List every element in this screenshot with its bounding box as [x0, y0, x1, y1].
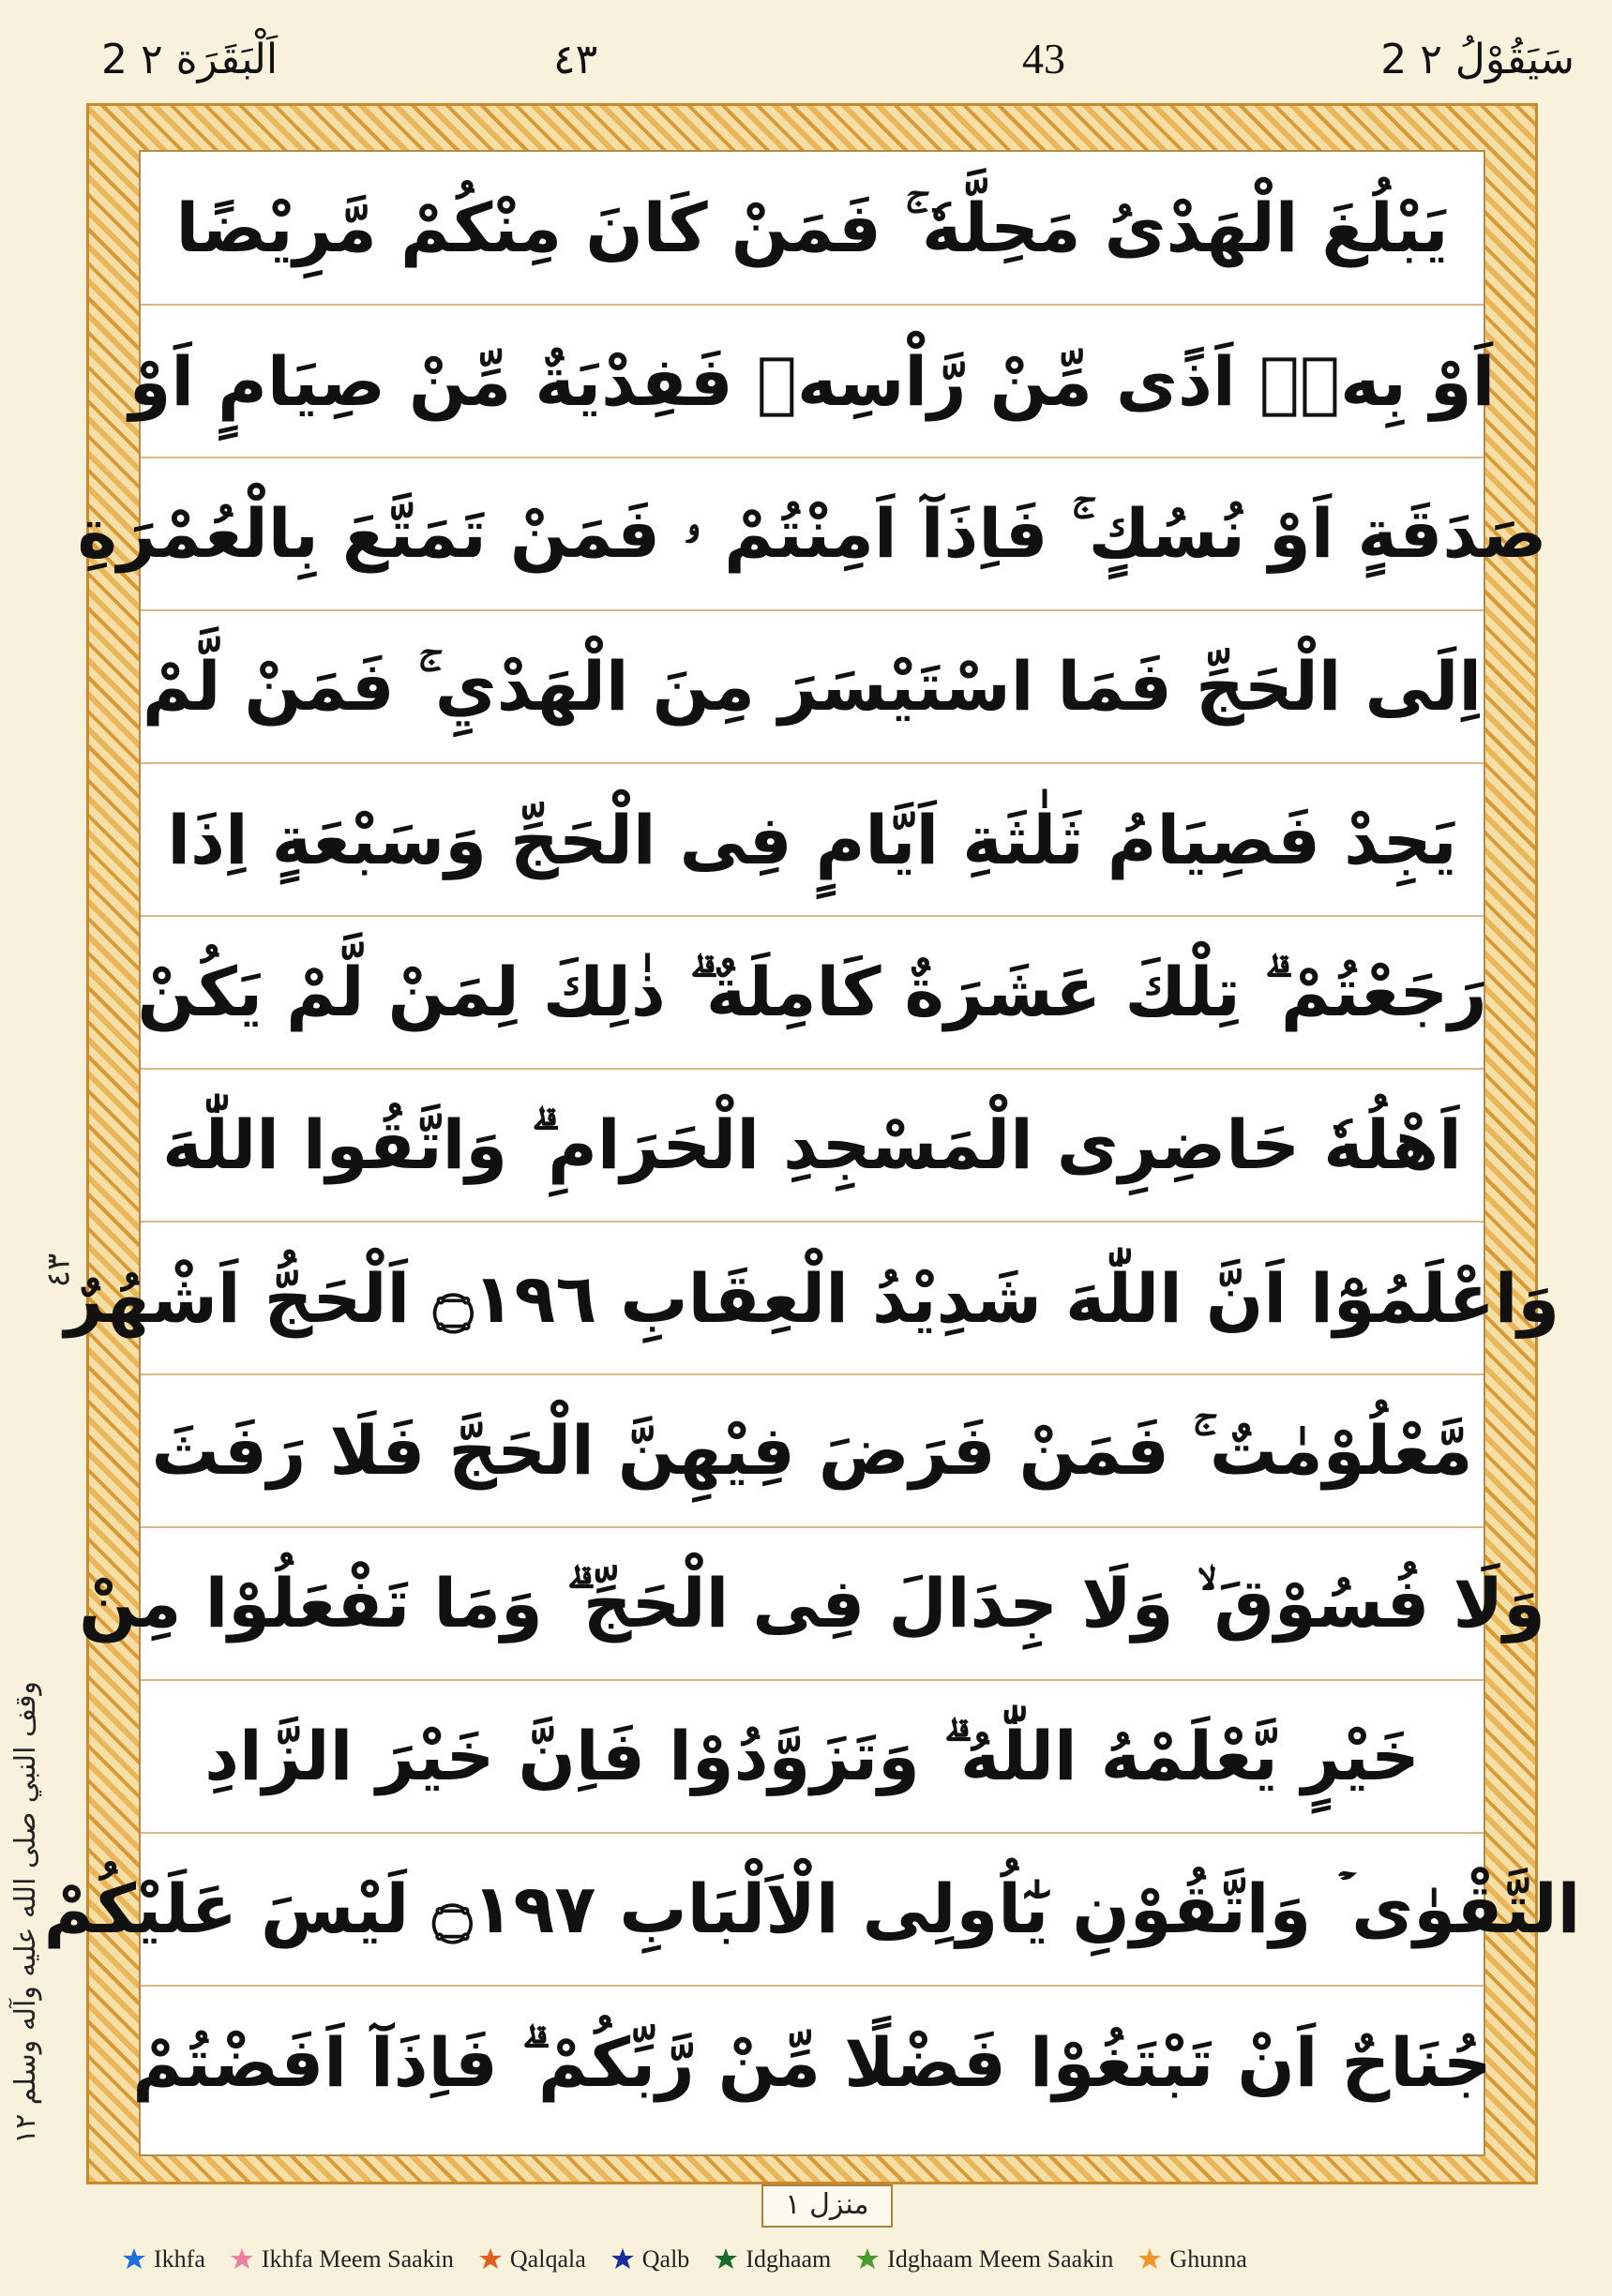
- star-icon: [610, 2247, 635, 2272]
- legend-label: Qalqala: [509, 2245, 586, 2273]
- legend-item: [1137, 2245, 1246, 2273]
- star-icon: [1137, 2247, 1162, 2272]
- star-icon: [230, 2247, 254, 2272]
- tajweed-legend: [122, 2239, 1510, 2280]
- legend-item: [478, 2245, 586, 2273]
- surah-name: 2 اَلْبَقَرَة ٢: [101, 36, 279, 83]
- legend-item: [610, 2245, 690, 2273]
- ruku-marker: ٤٣: [39, 1253, 78, 1288]
- quran-line: اِلَى الْحَجِّ فَمَا اسْتَيْسَرَ مِنَ الْهَدْيِ ۚ فَمَنْ لَّمْ: [141, 611, 1484, 764]
- quran-line: يَجِدْ فَصِيَامُ ثَلٰثَةِ اَيَّامٍ فِى الْحَجِّ وَسَبْعَةٍ اِذَا: [141, 764, 1484, 917]
- quran-line: وَاعْلَمُوْٓا اَنَّ اللّٰهَ شَدِيْدُ الْعِقَابِ ۝١٩٦ اَلْحَجُّ اَشْهُرٌ: [141, 1223, 1484, 1375]
- legend-label: Ikhfa Meem Saakin: [261, 2245, 454, 2273]
- manzil-label: منزل ١: [761, 2184, 893, 2228]
- legend-item: [230, 2245, 454, 2273]
- quran-line: وَلَا فُسُوْقَ ۙ وَلَا جِدَالَ فِى الْحَجِّ ۗ وَمَا تَفْعَلُوْا مِنْ: [141, 1528, 1484, 1681]
- legend-label: Ghunna: [1169, 2245, 1247, 2273]
- quran-line: صَدَقَةٍ اَوْ نُسُكٍ ۚ فَاِذَآ اَمِنْتُمْ ۥ فَمَنْ تَمَتَّعَ بِالْعُمْرَةِ: [141, 458, 1484, 611]
- star-icon: [122, 2247, 146, 2272]
- quran-line: مَّعْلُوْمٰتٌ ۚ فَمَنْ فَرَضَ فِيْهِنَّ الْحَجَّ فَلَا رَفَثَ: [141, 1375, 1484, 1528]
- legend-item: [122, 2245, 205, 2273]
- legend-label: Ikhfa: [154, 2245, 205, 2273]
- quran-line: جُنَاحٌ اَنْ تَبْتَغُوْا فَضْلًا مِّنْ رَّبِّكُمْ ۗ فَاِذَآ اَفَضْتُمْ: [132, 2022, 1492, 2102]
- quran-line: يَبْلُغَ الْهَدْىُ مَحِلَّهٗ ۚ فَمَنْ كَانَ مِنْكُمْ مَّرِيْضًا: [141, 153, 1484, 306]
- quran-line: خَيْرٍ يَّعْلَمْهُ اللّٰهُ ۗ وَتَزَوَّدُوْا فَاِنَّ خَيْرَ الزَّادِ: [141, 1681, 1484, 1834]
- star-icon: [714, 2247, 738, 2272]
- quran-line: اَوْ بِهٖۤ اَذًى مِّنْ رَّاْسِهٖ فَفِدْيَةٌ مِّنْ صِيَامٍ اَوْ: [141, 306, 1484, 458]
- side-note: وقف النبي صلى الله عليه وآله وسلم ١٢: [9, 1681, 42, 2144]
- quran-line: رَجَعْتُمْ ۗ تِلْكَ عَشَرَةٌ كَامِلَةٌ ۗ ذٰلِكَ لِمَنْ لَّمْ يَكُنْ: [141, 917, 1484, 1070]
- legend-item: [714, 2245, 831, 2273]
- star-icon: [478, 2247, 503, 2272]
- legend-label: Idghaam: [746, 2245, 832, 2273]
- legend-item: [855, 2245, 1113, 2273]
- star-icon: [855, 2247, 880, 2272]
- legend-label: Qalb: [641, 2245, 690, 2273]
- quran-line: التَّقْوٰى ۡ وَاتَّقُوْنِ يٰٓاُولِى الْاَلْبَابِ ۝١٩٧ لَيْسَ عَلَيْكُمْ: [141, 1834, 1484, 1987]
- page-number: 43: [1022, 35, 1065, 83]
- arabic-page-number: ٤٣: [553, 36, 598, 83]
- quran-line: اَهْلُهٗ حَاضِرِى الْمَسْجِدِ الْحَرَامِ ۗ وَاتَّقُوا اللّٰهَ: [141, 1070, 1484, 1223]
- legend-label: Idghaam Meem Saakin: [887, 2245, 1114, 2273]
- para-name: 2 سَيَقُوْلُ ٢: [1380, 36, 1574, 83]
